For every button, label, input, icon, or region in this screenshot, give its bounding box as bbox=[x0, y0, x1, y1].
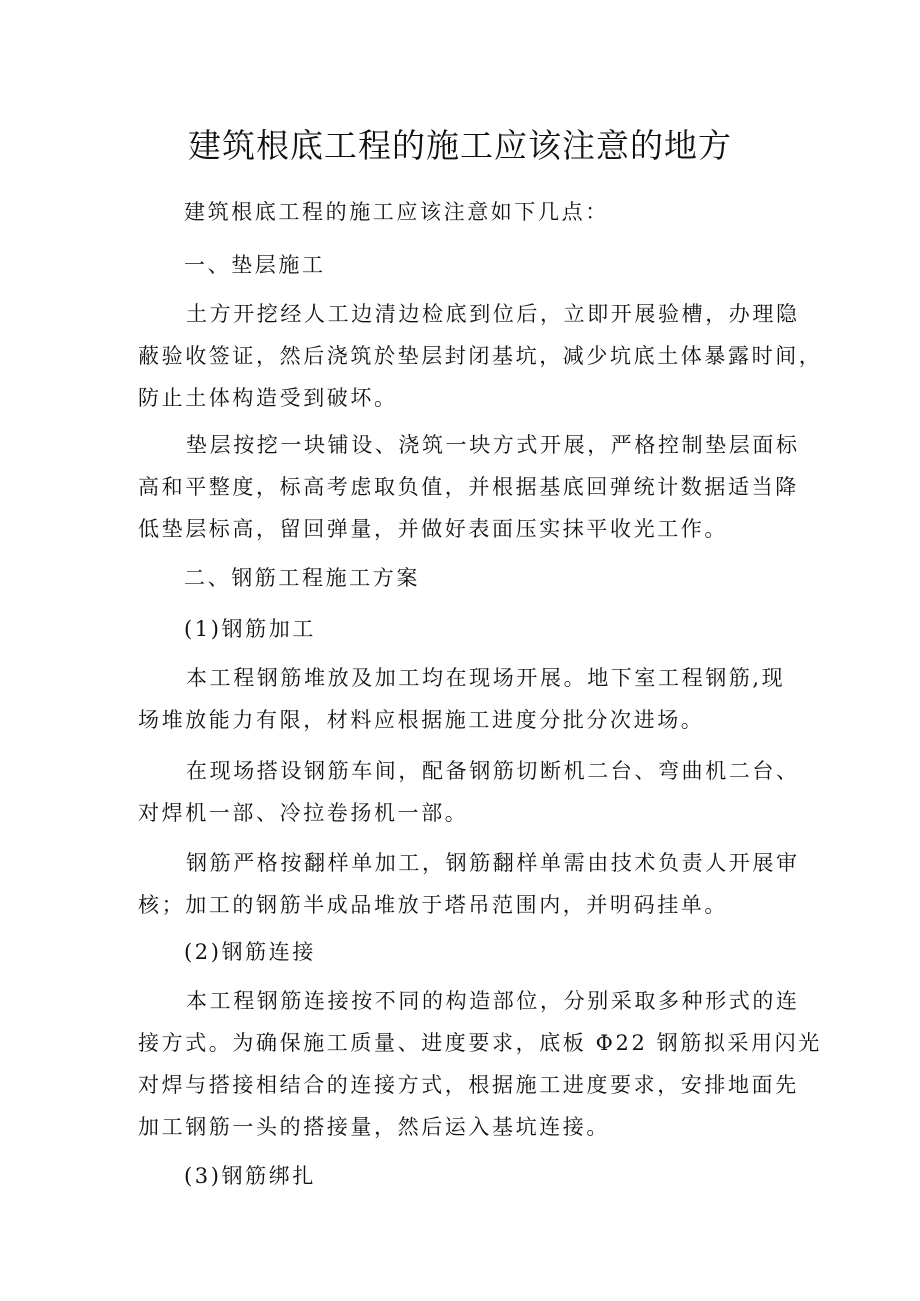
document-title: 建筑根底工程的施工应该注意的地方 bbox=[188, 126, 732, 165]
paragraph-line: 在现场搭设钢筋车间，配备钢筋切断机二台、弯曲机二台、 bbox=[186, 759, 800, 783]
paragraph-line: 防止土体构造受到破坏。 bbox=[138, 386, 398, 410]
paragraph-line: 对焊机一部、冷拉卷扬机一部。 bbox=[138, 801, 469, 825]
paragraph-line: 垫层按挖一块铺设、浇筑一块方式开展，严格控制垫层面标 bbox=[186, 433, 800, 457]
intro-text: 建筑根底工程的施工应该注意如下几点： bbox=[184, 200, 609, 224]
paragraph bbox=[138, 756, 798, 828]
paragraph-line: 本工程钢筋堆放及加工均在现场开展。地下室工程钢筋,现 bbox=[186, 666, 786, 690]
paragraph-line: 核；加工的钢筋半成品堆放于塔吊范围内，并明码挂单。 bbox=[138, 893, 728, 917]
paragraph-line: 低垫层标高，留回弹量，并做好表面压实抹平收光工作。 bbox=[138, 517, 728, 541]
section-heading: 二、钢筋工程施工方案 bbox=[184, 566, 420, 590]
paragraph bbox=[138, 986, 822, 1142]
subsection-heading: (3)钢筋绑扎 bbox=[184, 1164, 316, 1188]
subsection-heading: (1)钢筋加工 bbox=[184, 617, 316, 641]
paragraph-line: 土方开挖经人工边清边检底到位后，立即开展验槽，办理隐 bbox=[186, 302, 800, 326]
paragraph-line: 加工钢筋一头的搭接量，然后运入基坑连接。 bbox=[138, 1115, 610, 1139]
paragraph bbox=[138, 663, 798, 735]
paragraph bbox=[138, 430, 798, 544]
paragraph bbox=[138, 848, 798, 920]
paragraph-line: 本工程钢筋连接按不同的构造部位，分别采取多种形式的连 bbox=[186, 989, 800, 1013]
paragraph-line: 场堆放能力有限，材料应根据施工进度分批分次进场。 bbox=[138, 708, 705, 732]
paragraph bbox=[138, 299, 823, 413]
subsection-heading: (2)钢筋连接 bbox=[184, 940, 316, 964]
paragraph-line: 对焊与搭接相结合的连接方式，根据施工进度要求，安排地面先 bbox=[138, 1073, 799, 1097]
paragraph-line: 钢筋严格按翻样单加工，钢筋翻样单需由技术负责人开展审 bbox=[186, 851, 800, 875]
section-heading: 一、垫层施工 bbox=[184, 253, 326, 277]
paragraph-line: 蔽验收签证，然后浇筑於垫层封闭基坑，减少坑底土体暴露时间， bbox=[138, 344, 823, 368]
paragraph-line: 接方式。为确保施工质量、进度要求，底板 Φ22 钢筋拟采用闪光 bbox=[138, 1031, 822, 1055]
paragraph-line: 高和平整度，标高考虑取负值，并根据基底回弹统计数据适当降 bbox=[138, 475, 799, 499]
